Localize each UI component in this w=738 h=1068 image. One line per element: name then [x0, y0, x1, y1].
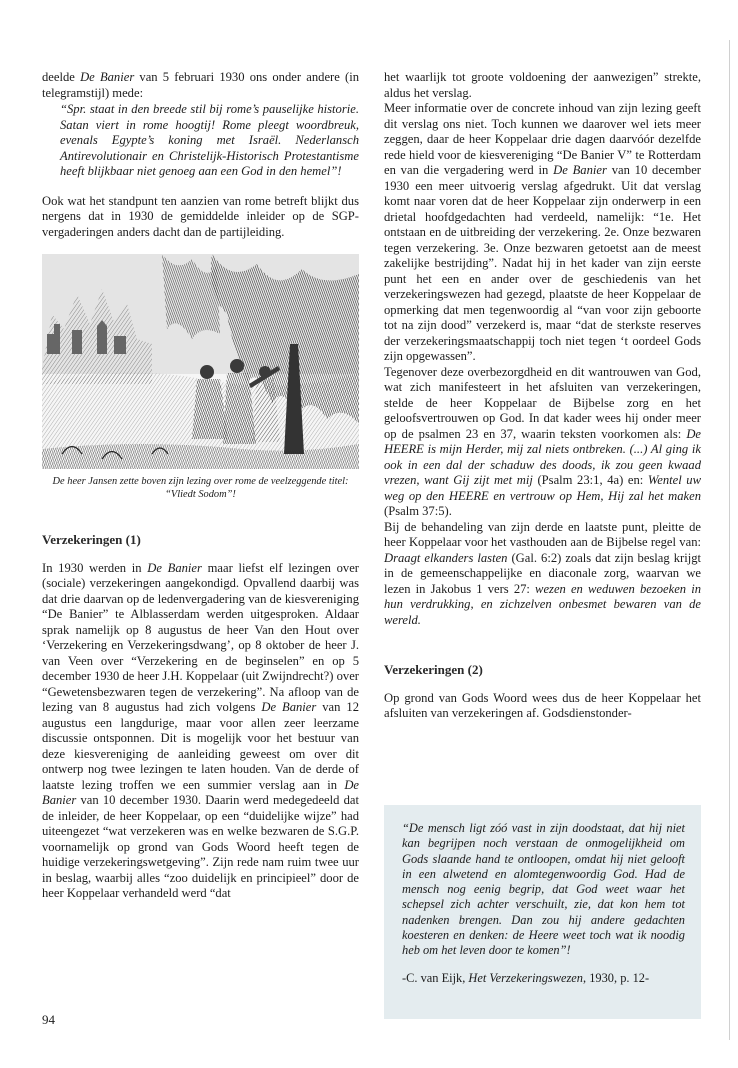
right-column	[384, 70, 701, 722]
paragraph-continuation: het waarlijk tot groote voldoening der aanwezigen” strekte, aldus het verslag.	[384, 70, 701, 100]
quote-box-van-eijk	[384, 805, 701, 1019]
paragraph-third-point: Bij de behandeling van zijn derde en laatste punt, pleitte de heer Koppelaar voor het vasthouden aan de Bijbelse regel van: Draagt elkanders lasten (Gal. 6:2) zoals dat zijn beslag krijgt in de gemeenschappelijke en diaconale zorg, waarvan we lezen in Jakobus 1 vers 27: wezen en weduwen bezoeken in hun verdrukking, en zichzelven onbesmet bewaren van de wereld.	[384, 519, 702, 627]
page-edge-line	[729, 40, 730, 1040]
paragraph-verzekeringen-1: In 1930 werden in De Banier maar liefst elf lezingen over (sociale) verzekeringen aangekondigd. Opvallend daarbij was dat drie daarvan op de ledenvergadering van de kiesvereniging “De Banier” te Alblasserdam werden uitgesproken. Aldaar sprak namelijk op 8 augustus de heer Van den Hout over ‘Verzekering en Verzekeringsdwang’, op 8 oktober de heer J. van Veen over “Verzekering en de beginselen” en op 5 december 1930 de heer J.H. Koppelaar (uit Zwijndrecht?) over “Gewetensbezwaren tegen de verzekering”. Na afloop van de lezing van 8 augustus had zich volgens De Banier van 12 augustus een langdurige, maar voor allen zeer leerzame discussie ontsponnen. Dit is mogelijk voor het bestuur van deze kiesvereniging de aanleiding geweest om over dit ontwerp nog twee lezingen te laten houden. Van de derde of laatste lezing troffen we een summier verslag aan in De Banier van 10 december 1930. Daarin werd medegedeeld dat de inleider, de heer Koppelaar, op een “duidelijke wijze” had uiteengezet “wat verzekeren was en welke bezwaren de S.G.P. voornamelijk op grond van Gods Woord heeft tegen de huidige verzekeringswetgeving”. Zijn rede nam ruim twee uur in beslag, waarbij alles “zoo duidelijk en principieel” door de heer Koppelaar verhandeld werd “dat	[42, 560, 359, 900]
quote-box-text: “De mensch ligt zóó vast in zijn doodstaat, dat hij niet kan begrijpen noch verstaan de onmogelijkheid om Gods slaande hand te ontloopen, omdat hij niet gelooft in een alwetend en alomtegenwoordig God. Had de mensch nog eenig begrip, dat God weet waar het schepsel zich achter verschuilt, zie, dat kon hem tot nadenken brengen. Dan zou hij andere gedachten koesteren en denken: de Heere weet toch wat ik noodig heb om het leven door te komen”!	[402, 821, 685, 958]
section-heading-verzekeringen-1: Verzekeringen (1)	[42, 532, 141, 547]
left-column	[42, 70, 359, 902]
woodcut-flight-from-sodom-image	[42, 254, 359, 469]
page-number: 94	[42, 1012, 55, 1027]
paragraph-psalms: Tegenover deze overbezorgdheid en dit wantrouwen van God, wat zich manifesteert in het afsluiten van verzekeringen, stelde de heer Koppelaar de Bijbelse zorg en het geloofsvertrouwen op God. In dat kader wees hij onder meer op de psalmen 23 en 37, waarin teksten voorkomen als: De HEERE is mijn Herder, mij zal niets ontbreken. (...) Al ging ik ook in een dal der schaduw des doods, ik zou geen kwaad vrezen, want Gij zijt met mij (Psalm 23:1, 4a) en: Wentel uw weg op den HEERE en vertrouw op Hem, Hij zal het maken (Psalm 37:5).	[384, 364, 702, 518]
quote-box-source: -C. van Eijk, Het Verzekeringswezen, 1930, p. 12-	[402, 970, 650, 985]
illustration-figure	[42, 254, 359, 501]
paragraph-verzekeringen-2: Op grond van Gods Woord wees dus de heer Koppelaar het afsluiten van verzekeringen af. Godsdienstonder-	[384, 690, 701, 720]
paragraph-koppelaar-lecture: Meer informatie over de concrete inhoud van zijn lezing geeft dit verslag ons niet. Toch kunnen we daarover wel iets meer zeggen, daar de heer Koppelaar drie dagen daarvóór dezelfde rede hield voor de kiesvereniging “De Banier V” te Rotterdam en van die vergadering werd in De Banier van 10 december 1930 een meer uitvoerig verslag afgedrukt. Uit dat verslag komt naar voren dat de heer Koppelaar zijn onderwerp in een drietal hoofdgedachten had verdeeld, namelijk: “1e. Het ontstaan en de uitbreiding der verzekering. 2e. Onze bezwaren tegen verzekering. 3e. Onze bezwaren getoetst aan de meest zakelijke bestrijding”. Nadat hij in het kader van zijn eerste punt het een en ander over de geschiedenis van het verzekeringswezen had gezegd, plaatste de heer Koppelaar de opmerking dat men tegenwoordig al “van voor zijn geboorte tot na zijn dood” verzekerd is, maar “dat de sterkste reserves der verzekeringsmaatschappij toch niet tegen ‘t oordeel Gods zijn opgewassen”.	[384, 101, 702, 363]
section-heading-verzekeringen-2: Verzekeringen (2)	[384, 662, 483, 677]
quote-banier-1930: “Spr. staat in den breede stil bij rome’s pauselijke historie. Satan viert in rome hoogtij! Rome pleegt woordbreuk, evenals Egypte’s koning met Israël. Nederlansch Antirevolutionair en Christelijk-Historisch Protestantisme heeft blijkbaar niet genoeg aan een God in den hemel”!	[60, 102, 359, 178]
paragraph-rome-standpoint: Ook wat het standpunt ten aanzien van rome betreft blijkt dus nergens dat in 1930 de gemiddelde inleider op de SGP-vergaderingen anders dacht dan de partijleiding.	[42, 193, 359, 239]
intro-paragraph: deelde De Banier van 5 februari 1930 ons onder andere (in telegramstijl) mede:	[42, 70, 359, 100]
figure-caption: De heer Jansen zette boven zijn lezing over rome de veelzeggende titel: “Vliedt Sodom”!	[52, 476, 349, 500]
